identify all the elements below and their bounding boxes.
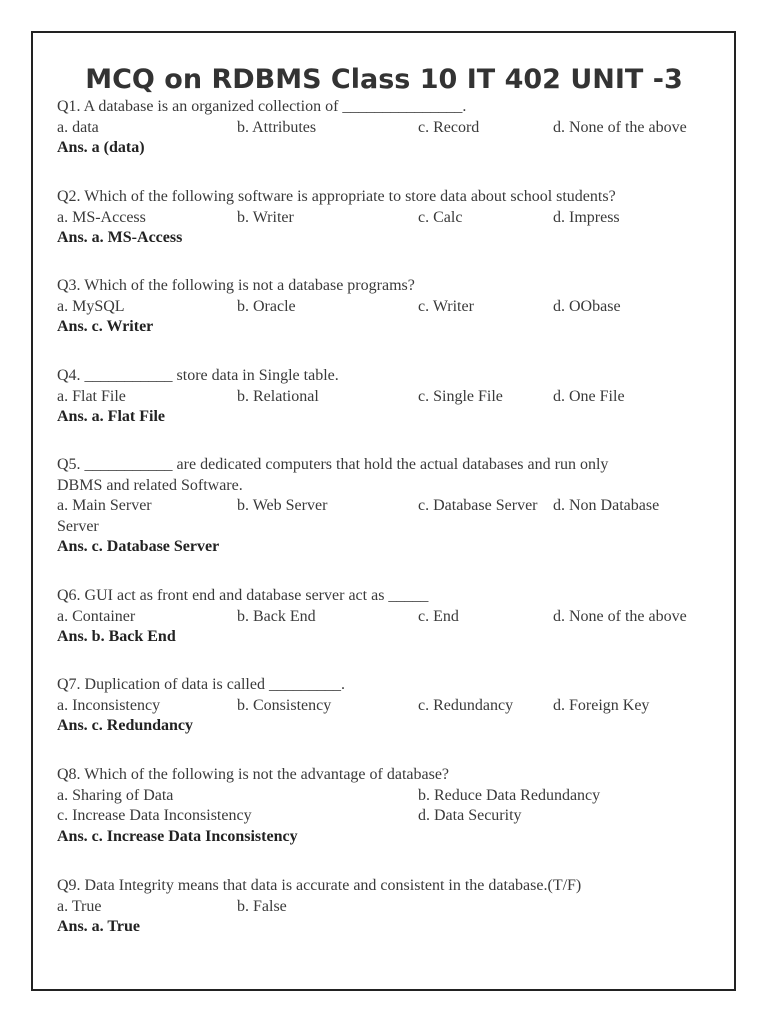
option-c: c. Increase Data Inconsistency [57,807,252,824]
question-7 [57,675,717,737]
option-b: b. Back End [237,607,316,625]
option-d: d. OObase [553,297,621,315]
page-title: MCQ on RDBMS Class 10 IT 402 UNIT -3 [85,64,683,95]
answer: Ans. b. Back End [57,628,176,645]
answer: Ans. a (data) [57,139,145,156]
option-c: c. Calc [418,208,463,226]
answer: Ans. c. Increase Data Inconsistency [57,827,298,845]
option-c: c. Database Server [418,497,538,514]
question-stem: Q6. GUI act as front end and database server act as _____ [57,587,429,604]
question-2 [57,187,717,249]
options-row-2 [57,806,717,827]
options-row [57,387,717,408]
option-a: a. Container [57,607,136,625]
question-stem: Q8. Which of the following is not the advantage of database? [57,766,450,783]
options-row [57,208,717,229]
option-a: a. Sharing of Data [57,786,174,804]
answer: Ans. a. MS-Access [57,229,183,246]
option-d: d. One File [553,387,625,405]
option-a: a. data [57,118,99,136]
option-c: c. Single File [418,387,503,405]
question-stem-line-1: Q5. ___________ are dedicated computers that hold the actual databases and run only [57,456,609,473]
option-d: d. None of the above [553,607,687,625]
question-8 [57,765,717,847]
option-a: a. MS-Access [57,208,146,226]
question-4 [57,366,717,428]
option-d-wrap: Server [57,517,99,535]
options-row [57,297,717,318]
option-d: d. Impress [553,208,620,226]
question-stem: Q4. ___________ store data in Single table. [57,367,339,384]
option-a: a. True [57,897,102,915]
option-a: a. MySQL [57,297,125,315]
option-d: d. Non Database [553,497,660,514]
option-b: b. Reduce Data Redundancy [418,786,601,804]
option-d: d. Foreign Key [553,696,650,714]
options-row [57,897,717,918]
question-3 [57,276,717,338]
question-stem: Q9. Data Integrity means that data is accurate and consistent in the database.(T/F) [57,877,582,894]
options-row [57,118,717,139]
option-b: b. Relational [237,387,319,405]
option-d: d. Data Security [418,807,522,824]
options-row-1 [57,786,717,807]
option-b: b. Web Server [237,497,328,514]
option-d: d. None of the above [553,118,687,136]
option-a: a. Flat File [57,387,126,405]
option-b: b. Writer [237,208,294,226]
answer: Ans. c. Database Server [57,538,220,555]
option-c: c. Writer [418,297,474,315]
options-row [57,496,717,517]
option-a: a. Inconsistency [57,696,161,714]
question-stem: Q7. Duplication of data is called _________. [57,676,345,693]
answer: Ans. a. True [57,918,140,935]
question-9 [57,876,717,938]
option-b: b. Consistency [237,696,332,714]
options-row [57,696,717,717]
option-a: a. Main Server [57,497,152,514]
options-row [57,607,717,628]
option-c: c. Redundancy [418,696,514,714]
question-stem-line-2: DBMS and related Software. [57,476,243,494]
question-stem: Q2. Which of the following software is appropriate to store data about school students? [57,188,616,205]
question-stem: Q3. Which of the following is not a database programs? [57,277,415,294]
option-c: c. Record [418,118,480,136]
question-1 [57,97,717,159]
answer: Ans. c. Writer [57,318,154,335]
question-6 [57,586,717,648]
option-c: c. End [418,607,459,625]
option-b: b. Attributes [237,118,317,136]
question-5 [57,455,717,558]
question-stem: Q1. A database is an organized collection of _______________. [57,98,467,115]
answer: Ans. a. Flat File [57,408,165,425]
option-b: b. Oracle [237,297,296,315]
answer: Ans. c. Redundancy [57,717,194,734]
option-b: b. False [237,897,287,915]
